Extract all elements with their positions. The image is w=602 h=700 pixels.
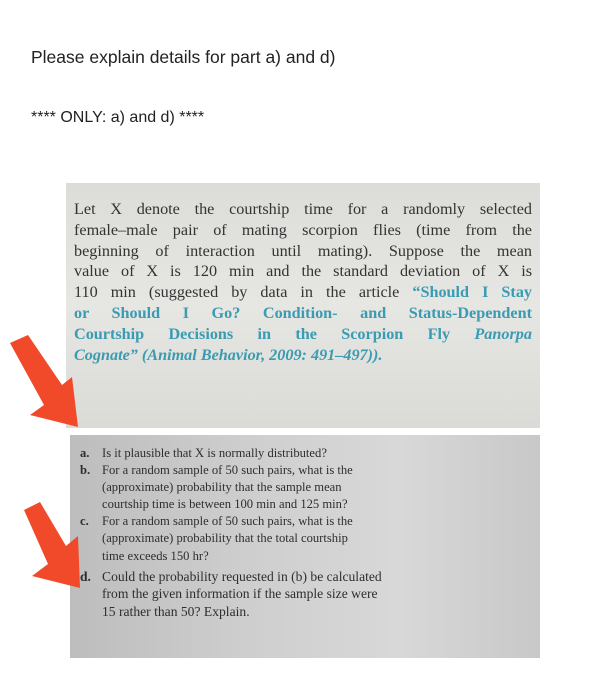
problem-statement-image [66, 183, 540, 428]
citation-title: Courtship Decisions in the Scorpion Fly [74, 324, 475, 343]
statement-line: Let X denote the courtship time for a randomly selected [74, 200, 532, 218]
citation-species: Panorpa [474, 324, 532, 343]
part-label: c. [80, 514, 89, 529]
question-note: **** ONLY: a) and d) **** [31, 109, 205, 126]
part-text: (approximate) probability that the sample mean [102, 480, 342, 495]
part-text: For a random sample of 50 such pairs, what is the [102, 514, 353, 529]
part-text: Is it plausible that X is normally distributed? [102, 446, 327, 460]
part-label: d. [80, 568, 91, 584]
part-c [80, 513, 485, 564]
arrow-icon [0, 335, 90, 430]
statement-line [74, 324, 532, 345]
citation-title: or Should I Go? Condition- and Status-Dependent [74, 303, 532, 322]
part-a [80, 445, 485, 462]
statement-line [74, 282, 532, 303]
part-b [80, 462, 485, 513]
question-title: Please explain details for part a) and d) [31, 47, 336, 67]
part-d [80, 568, 485, 621]
part-text: courtship time is between 100 min and 125 min? [102, 497, 348, 512]
statement-line [74, 345, 532, 366]
problem-statement [74, 199, 532, 365]
statement-line: female–male pair of mating scorpion flies (time from the [74, 220, 532, 239]
part-text: time exceeds 150 hr? [102, 548, 209, 563]
part-text: 15 rather than 50? Explain. [102, 603, 250, 619]
part-text: (approximate) probability that the total courtship [102, 531, 348, 546]
part-label: b. [80, 463, 91, 478]
part-text: from the given information if the sample size were [102, 586, 378, 602]
statement-line: beginning of interaction until mating). Suppose the mean [74, 241, 532, 260]
statement-line: value of X is 120 min and the standard deviation of X is [74, 262, 532, 281]
citation-source: ” (Animal Behavior, 2009: 491–497)). [129, 345, 383, 364]
citation-species: Cognate [74, 345, 130, 364]
statement-text: 110 min (suggested by data in the article [74, 283, 413, 302]
arrow-icon [20, 500, 100, 592]
part-text: Could the probability requested in (b) be calculated [102, 568, 382, 584]
part-label: a. [80, 446, 90, 460]
problem-parts-image [70, 435, 540, 658]
citation-title: “Should I Stay [412, 283, 533, 302]
part-text: For a random sample of 50 such pairs, what is the [102, 463, 353, 478]
